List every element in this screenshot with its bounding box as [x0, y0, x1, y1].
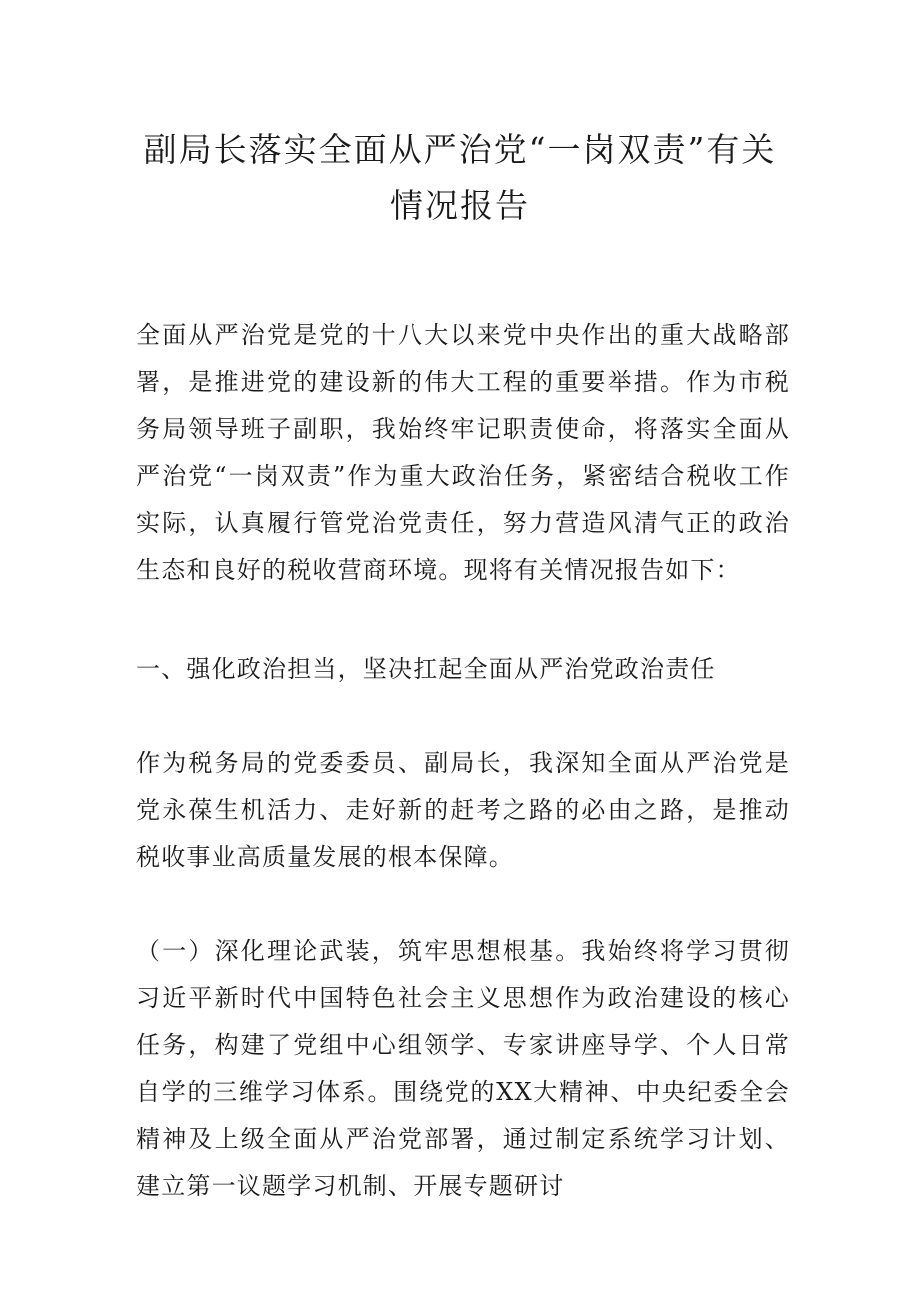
document-title: 副局长落实全面从严治党“一岗双责”有关情况报告: [143, 130, 777, 225]
section-1-item-1-paragraph: （一）深化理论武装，筑牢思想根基。我始终将学习贯彻习近平新时代中国特色社会主义思想作为政治建设的核心任务，构建了党组中心组领学、专家讲座导学、个人日常自学的三维学习体系。围绕党的XX大精神、中央纪委全会精神及上级全面从严治党部署，通过制定系统学习计划、建立第一议题学习机制、开展专题研讨: [136, 937, 790, 1200]
section-1-body-paragraph: 作为税务局的党委委员、副局长，我深知全面从严治党是党永葆生机活力、走好新的赶考之路的必由之路，是推动税收事业高质量发展的根本保障。: [136, 749, 790, 871]
intro-paragraph: 全面从严治党是党的十八大以来党中央作出的重大战略部署，是推进党的建设新的伟大工程的重要举措。作为市税务局领导班子副职，我始终牢记职责使命，将落实全面从严治党“一岗双责”作为重大政治任务，紧密结合税收工作实际，认真履行管党治党责任，努力营造风清气正的政治生态和良好的税收营商环境。现将有关情况报告如下：: [136, 321, 790, 584]
section-heading-1: 一、强化政治担当，坚决扛起全面从严治党政治责任: [136, 655, 716, 683]
